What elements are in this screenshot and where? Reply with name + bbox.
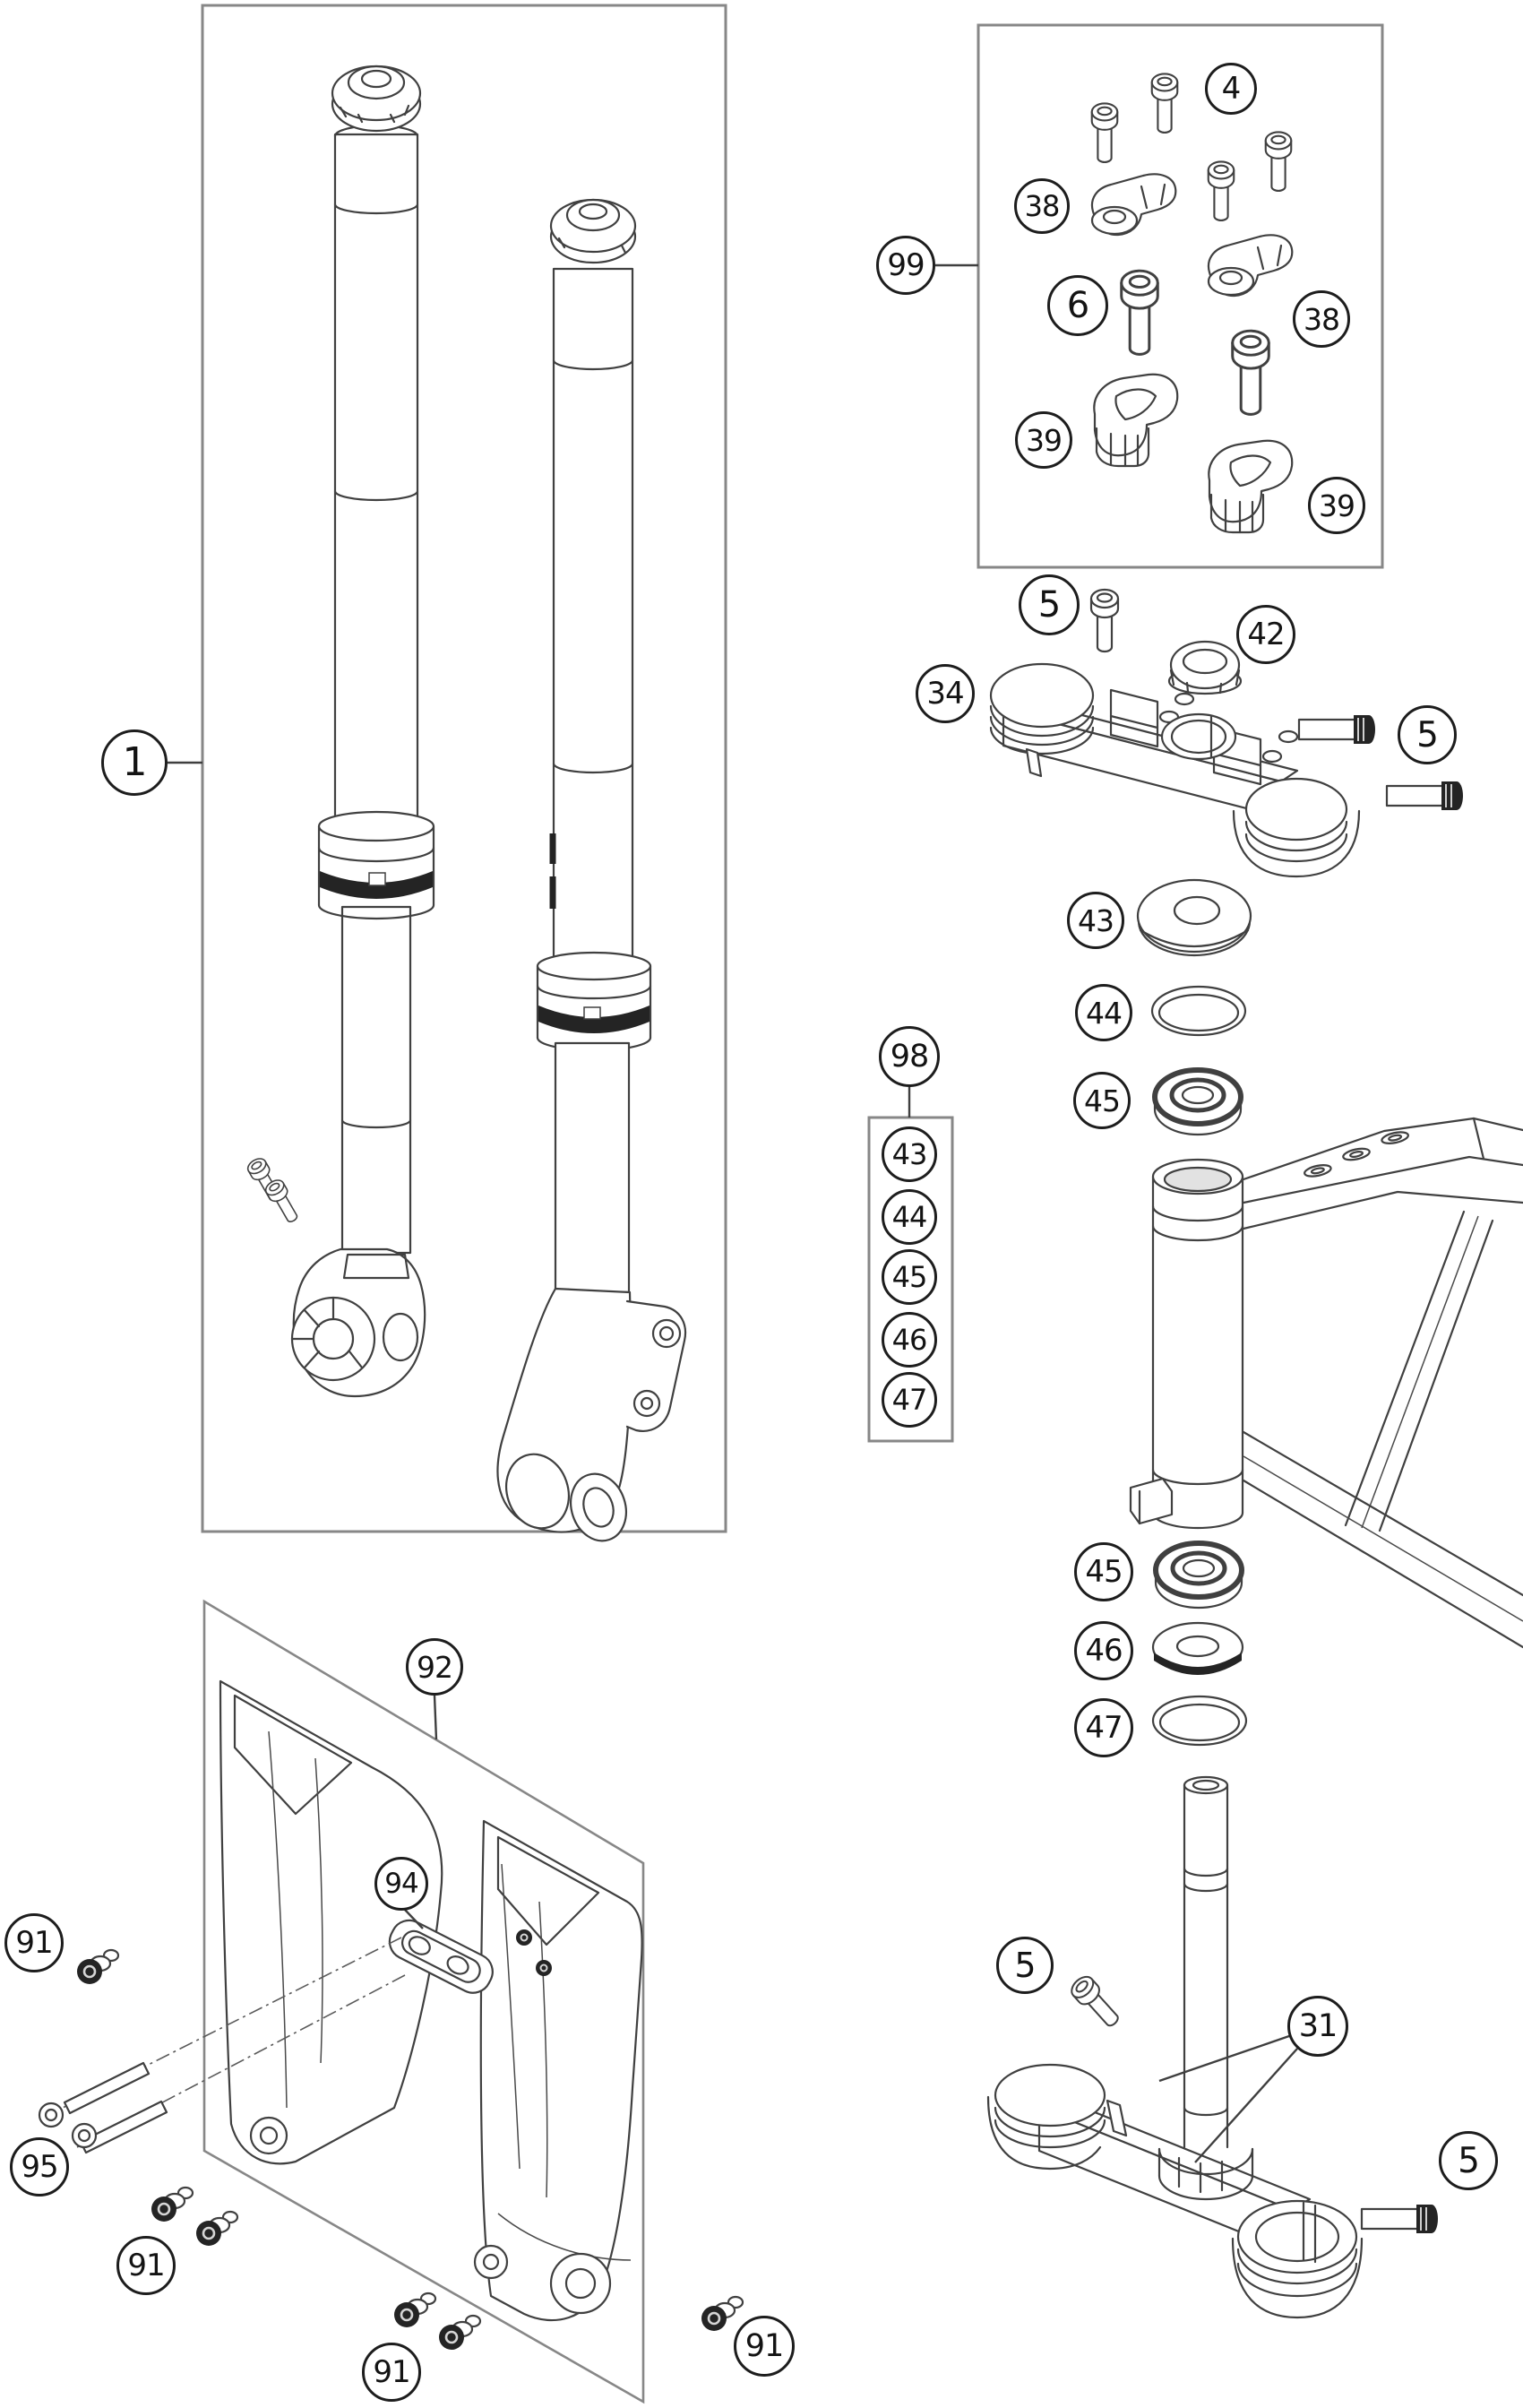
bolt-6-icon bbox=[1233, 331, 1269, 414]
lower-clamp-39-right bbox=[1209, 441, 1292, 532]
guard-screw-91 bbox=[77, 1950, 118, 1984]
top-triple-clamp-drawing bbox=[991, 664, 1359, 876]
bolt-6-icon bbox=[1122, 271, 1158, 354]
callout-5-upper-right: 5 bbox=[1398, 705, 1457, 764]
left-fork-seal-collar bbox=[319, 812, 434, 919]
callout-34-top-clamp: 34 bbox=[916, 664, 975, 723]
callout-44-list: 44 bbox=[882, 1189, 937, 1245]
callout-43-list: 43 bbox=[882, 1126, 937, 1182]
bearing-45-lower bbox=[1156, 1543, 1242, 1608]
right-fork-slider bbox=[555, 1043, 629, 1292]
callout-38-right: 38 bbox=[1293, 290, 1350, 348]
bolt-5-top-icon bbox=[1091, 590, 1118, 652]
fork-leg-right bbox=[497, 200, 685, 1548]
dust-cap-43 bbox=[1138, 880, 1251, 955]
left-fork-axle-foot bbox=[292, 1249, 425, 1396]
callout-1-fork-legs: 1 bbox=[101, 729, 168, 796]
bolt-4-icon bbox=[1266, 132, 1292, 191]
callout-39-left: 39 bbox=[1015, 411, 1072, 469]
callout-6-bolt: 6 bbox=[1047, 275, 1108, 336]
callout-4-bolts: 4 bbox=[1205, 63, 1257, 115]
bolt-4-icon bbox=[1092, 103, 1118, 162]
callout-38-left: 38 bbox=[1014, 178, 1070, 234]
callout-94-bracket: 94 bbox=[374, 1857, 428, 1911]
guard-screw-91 bbox=[196, 2212, 237, 2246]
callout-5-lower-left: 5 bbox=[996, 1937, 1054, 1994]
callout-5-top: 5 bbox=[1019, 574, 1080, 635]
guard-screw-91 bbox=[701, 2297, 743, 2331]
top-triple-clamp-assembly bbox=[991, 590, 1463, 876]
group-box-fork-legs bbox=[202, 5, 726, 1532]
bolt-5-lower-left-icon bbox=[1068, 1972, 1124, 2032]
callout-46-list: 46 bbox=[882, 1312, 937, 1368]
callout-45-part-lower: 45 bbox=[1074, 1542, 1133, 1601]
right-fork-axle-foot bbox=[497, 1289, 685, 1548]
callout-46-part: 46 bbox=[1074, 1621, 1133, 1680]
bolt-4-icon bbox=[1152, 73, 1178, 133]
callout-42-nut: 42 bbox=[1236, 605, 1295, 664]
right-fork-cap bbox=[551, 200, 635, 263]
callout-5-lower-right: 5 bbox=[1439, 2131, 1498, 2190]
callout-45-list: 45 bbox=[882, 1249, 937, 1305]
bolt-4-icon bbox=[1209, 161, 1235, 220]
bottom-triple-clamp-assembly bbox=[988, 1777, 1438, 2317]
bolt-5-right-lower-icon bbox=[1387, 781, 1463, 810]
callout-45-part-upper: 45 bbox=[1073, 1072, 1131, 1129]
lower-clamp-39-left bbox=[1094, 375, 1177, 466]
guard-screw-91 bbox=[394, 2293, 435, 2327]
bottom-triple-clamp-drawing bbox=[988, 2065, 1362, 2317]
callout-91-bottom-center: 91 bbox=[362, 2343, 421, 2402]
fork-leg-left bbox=[245, 66, 434, 1396]
left-fork-foot-bolts bbox=[245, 1156, 303, 1226]
bolt-5-right-upper-icon bbox=[1299, 715, 1375, 744]
callout-99-kit-box: 99 bbox=[876, 236, 935, 295]
callout-43-part: 43 bbox=[1067, 892, 1124, 949]
guard-screw-91 bbox=[439, 2316, 480, 2350]
callout-91-mid-left: 91 bbox=[116, 2236, 176, 2295]
callout-98-kit: 98 bbox=[879, 1026, 940, 1087]
fork-guard-right bbox=[475, 1821, 642, 2320]
callout-47-list: 47 bbox=[882, 1372, 937, 1428]
bolt-5-lower-right-icon bbox=[1362, 2205, 1438, 2233]
left-fork-slider bbox=[342, 907, 410, 1253]
upper-clamp-38-left bbox=[1092, 174, 1175, 235]
o-ring-44 bbox=[1152, 987, 1245, 1035]
left-fork-upper-tube bbox=[335, 134, 417, 817]
left-fork-cap bbox=[332, 66, 420, 131]
guard-mount-bolts-95 bbox=[39, 2063, 167, 2153]
callout-47-part: 47 bbox=[1074, 1698, 1133, 1757]
steering-stem bbox=[1184, 1777, 1227, 2147]
callout-92-guard-box: 92 bbox=[406, 1638, 463, 1696]
callout-91-bottom-right: 91 bbox=[734, 2316, 795, 2377]
steering-stem-nut-42 bbox=[1169, 642, 1241, 694]
callout-31-bottom-clamp: 31 bbox=[1287, 1996, 1348, 2057]
callout-95-washers: 95 bbox=[10, 2137, 69, 2197]
upper-clamp-38-right bbox=[1209, 235, 1292, 296]
guard-screw-91 bbox=[151, 2188, 193, 2222]
callout-44-part: 44 bbox=[1075, 984, 1132, 1041]
bearing-45-upper bbox=[1155, 1070, 1241, 1135]
o-ring-47 bbox=[1153, 1696, 1246, 1745]
callout-91-top-left: 91 bbox=[4, 1913, 64, 1972]
callout-39-right: 39 bbox=[1308, 477, 1365, 534]
right-fork-upper-tube bbox=[554, 269, 632, 961]
protection-cap-46 bbox=[1153, 1623, 1243, 1675]
right-fork-seal-collar bbox=[538, 953, 650, 1050]
handlebar-support-kit bbox=[1092, 73, 1293, 532]
